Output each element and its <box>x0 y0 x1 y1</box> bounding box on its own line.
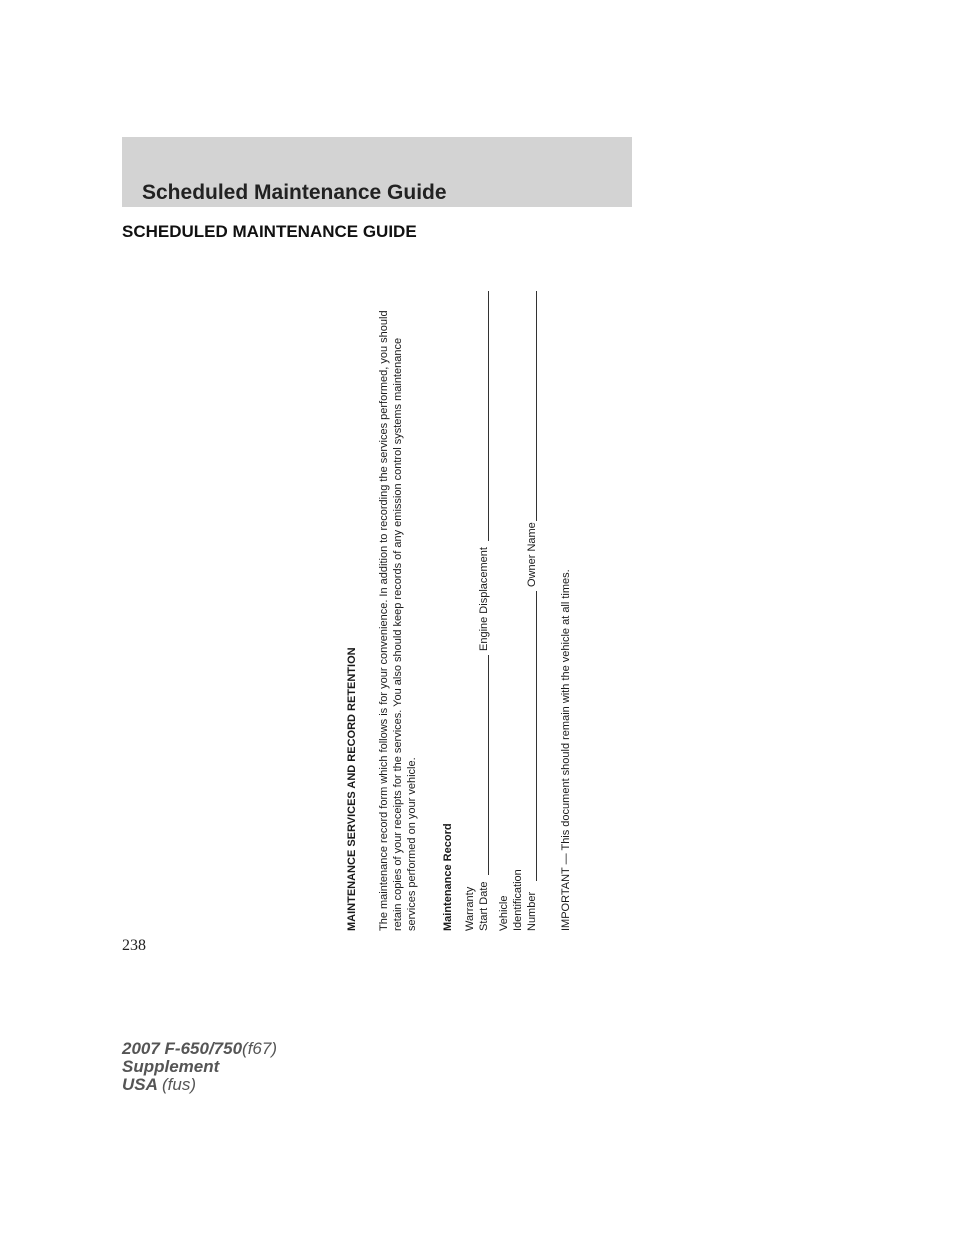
footer-line-3 <box>122 1076 277 1094</box>
warranty-label-line-2: Start Date <box>478 881 490 931</box>
warranty-label-line-1: Warranty <box>464 886 476 931</box>
engine-displacement-field[interactable] <box>488 291 489 541</box>
footer <box>122 1040 277 1094</box>
vin-row <box>497 291 539 931</box>
sub-heading: MAINTENANCE SERVICES AND RECORD RETENTION <box>346 647 358 931</box>
footer-line-1 <box>122 1040 277 1058</box>
paragraph-line-3: services performed on your vehicle. <box>406 757 418 931</box>
section-heading: SCHEDULED MAINTENANCE GUIDE <box>122 222 417 241</box>
rotated-content <box>345 291 575 931</box>
footer-model-code: (f67) <box>242 1039 278 1058</box>
footer-model: 2007 F-650/750 <box>122 1039 243 1058</box>
warranty-start-date-field[interactable] <box>488 655 489 875</box>
engine-label: Engine Displacement <box>478 547 490 651</box>
paragraph-line-2: retain copies of your receipts for the services. You also should keep records of any emission control systems maintenance <box>392 337 404 931</box>
vin-label-line-3: Number <box>526 891 538 931</box>
header-bar <box>122 137 632 207</box>
vin-label-line-2: Identification <box>512 869 524 931</box>
owner-name-field[interactable] <box>536 291 537 521</box>
body-paragraph <box>377 291 419 931</box>
vin-field[interactable] <box>536 591 537 881</box>
paragraph-line-1: The maintenance record form which follows is for your convenience. In addition to recording the services performed, you should <box>378 310 390 931</box>
important-note: IMPORTANT — This document should remain with the vehicle at all times. <box>560 569 572 931</box>
vin-label <box>497 869 539 931</box>
vin-label-line-1: Vehicle <box>498 895 510 931</box>
footer-line-2: Supplement <box>122 1057 220 1076</box>
warranty-row <box>463 291 491 931</box>
footer-region-code: (fus) <box>162 1075 196 1094</box>
header-title: Scheduled Maintenance Guide <box>142 181 447 204</box>
record-title: Maintenance Record <box>442 823 454 931</box>
page-number: 238 <box>122 937 146 954</box>
footer-region: USA <box>122 1075 158 1094</box>
owner-label: Owner Name <box>526 522 538 587</box>
warranty-label <box>463 881 491 931</box>
